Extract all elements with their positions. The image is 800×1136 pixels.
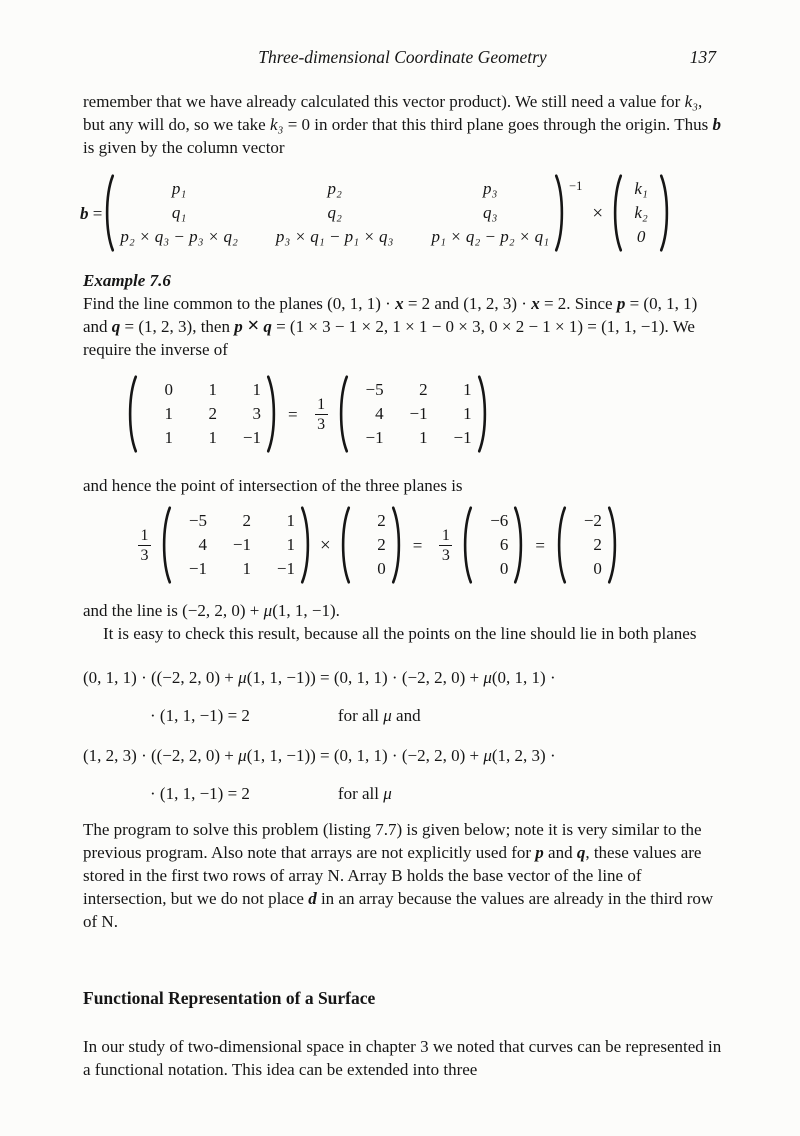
fraction-bar xyxy=(439,545,452,546)
vector-cell: 0 xyxy=(636,227,646,246)
equation-b-column-vector xyxy=(80,174,722,252)
matrix-inverse-exponent: −1 xyxy=(569,179,583,193)
paren-close-icon xyxy=(659,174,672,252)
fraction-bar xyxy=(315,414,328,415)
check-line-1-condition: for all μ and xyxy=(337,706,421,725)
matrix-cell: 1 xyxy=(463,380,472,399)
paren-open-icon xyxy=(554,506,567,584)
vector-grid xyxy=(623,174,659,252)
matrix-cell: −5 xyxy=(365,380,384,399)
matrix-cell: 1 xyxy=(164,428,173,447)
vector-cell: 0 xyxy=(499,559,509,578)
fraction-numerator: 1 xyxy=(317,395,326,413)
matrix-cell: −1 xyxy=(276,559,295,578)
matrix-3x3 xyxy=(336,375,490,453)
vector-cell: k₂ xyxy=(634,203,648,222)
paren-close-icon xyxy=(266,375,279,453)
matrix-cell: p₁ × q₂ − p₂ × q₁ xyxy=(431,227,550,246)
vector-cell: 0 xyxy=(593,559,602,578)
vector-final xyxy=(554,506,620,584)
matrix-cell: −1 xyxy=(232,535,251,554)
equals-sign: = xyxy=(412,535,423,555)
matrix-cell: p₂ × q₃ − p₃ × q₂ xyxy=(120,227,238,246)
fraction-denominator: 3 xyxy=(441,546,450,564)
paragraph-hence: and hence the point of intersection of the three planes is xyxy=(83,476,463,495)
vector-cell: −6 xyxy=(490,511,509,530)
fraction-denominator: 3 xyxy=(140,546,149,564)
paren-close-icon xyxy=(391,506,404,584)
matrix-cell: 1 xyxy=(286,535,295,554)
matrix-cell: 1 xyxy=(208,428,217,447)
matrix-cell: 2 xyxy=(419,380,428,399)
paren-open-icon xyxy=(125,375,138,453)
matrix-cell: q₂ xyxy=(327,203,342,222)
equation-lhs: b = xyxy=(80,203,103,223)
equals-sign: = xyxy=(535,535,545,555)
matrix-3x3 xyxy=(102,174,567,252)
example-paragraph: Find the line common to the planes (0, 1, 1) · x = 2 and (1, 2, 3) · x = 2. Since p = (0, 1, 1) and q = (1, 2, 3), then p × q = (1 × 3 − 1 × 2, 1 × 1 − 0 × 3, 0 × 2 − 1 × 1) = (1, 1, −1). We require the inverse of xyxy=(83,294,698,359)
matrix-cell: 1 xyxy=(242,559,251,578)
paren-close-icon xyxy=(554,174,567,252)
matrix-cell: q₁ xyxy=(171,203,187,222)
matrix-cell: 1 xyxy=(164,404,173,423)
matrix-cell: −1 xyxy=(242,428,261,447)
matrix-grid xyxy=(172,506,300,584)
page-header xyxy=(83,46,722,69)
paragraph-functional: In our study of two-dimensional space in chapter 3 we noted that curves can be represented in a functional notation. This idea can be extended into three xyxy=(83,1037,722,1079)
matrix-cell: 1 xyxy=(286,511,295,530)
vector-cell: k₁ xyxy=(634,179,648,198)
check-equations xyxy=(83,666,722,805)
fraction-bar xyxy=(138,545,151,546)
equation-intersection-point xyxy=(130,506,722,584)
matrix-cell: p₃ xyxy=(483,179,498,198)
vector-grid xyxy=(473,506,513,584)
check-line-2: (1, 2, 3) · ((−2, 2, 0) + μ(1, 1, −1)) = (0, 1, 1) · (−2, 2, 0) + μ(1, 2, 3) · xyxy=(83,746,556,765)
paren-close-icon xyxy=(513,506,526,584)
vector-k xyxy=(610,174,672,252)
vector-cell: 2 xyxy=(593,535,602,554)
paren-close-icon xyxy=(607,506,620,584)
vector-grid xyxy=(567,506,607,584)
check-line-1: (0, 1, 1) · ((−2, 2, 0) + μ(1, 1, −1)) = (0, 1, 1) · (−2, 2, 0) + μ(0, 1, 1) · xyxy=(83,668,556,687)
matrix-3x3 xyxy=(159,506,313,584)
paragraph-intro: remember that we have already calculated this vector product). We still need a value for k₃, but any will do, so we take k₃ = 0 in order that this third plane goes through the origin. Thus b is given by the column vector xyxy=(83,92,721,157)
matrix-cell: −1 xyxy=(453,428,472,447)
matrix-grid xyxy=(138,375,266,453)
matrix-cell: 4 xyxy=(375,404,384,423)
check-line-2-continuation xyxy=(150,782,722,805)
paragraph-easy-check: It is easy to check this result, because all the points on the line should lie in both planes xyxy=(103,624,697,643)
matrix-grid xyxy=(349,375,477,453)
vector-result xyxy=(460,506,526,584)
vector-cell: 2 xyxy=(377,511,386,530)
example-heading: Example 7.6 xyxy=(83,271,171,290)
matrix-cell: 1 xyxy=(208,380,217,399)
paren-open-icon xyxy=(159,506,172,584)
equation-inverse xyxy=(125,375,722,453)
section-heading: Functional Representation of a Surface xyxy=(83,988,376,1008)
paren-open-icon xyxy=(336,375,349,453)
paren-close-icon xyxy=(300,506,313,584)
paragraph-line-result: and the line is (−2, 2, 0) + μ(1, 1, −1). xyxy=(83,601,340,620)
vector-cell: 0 xyxy=(377,559,386,578)
check-line-1-continuation xyxy=(150,704,722,727)
equals-sign: = xyxy=(288,404,298,424)
page-number: 137 xyxy=(689,47,716,67)
matrix-cell: 0 xyxy=(164,380,173,399)
matrix-cell: 1 xyxy=(463,404,472,423)
running-title: Three-dimensional Coordinate Geometry xyxy=(258,47,547,67)
vector-cell: 2 xyxy=(377,535,386,554)
multiply-sign: × xyxy=(592,202,604,224)
check-line-1-dot-product: · (1, 1, −1) = 2 xyxy=(150,706,250,725)
vector-cell: 6 xyxy=(499,535,509,554)
paren-close-icon xyxy=(477,375,490,453)
paren-open-icon xyxy=(610,174,623,252)
matrix-cell: 1 xyxy=(252,380,261,399)
check-line-2-dot-product: · (1, 1, −1) = 2 xyxy=(150,784,250,803)
matrix-cell: −1 xyxy=(188,559,207,578)
matrix-cell: 4 xyxy=(198,535,207,554)
vector-rhs xyxy=(338,506,404,584)
fraction-numerator: 1 xyxy=(140,526,149,544)
multiply-sign: × xyxy=(320,534,331,556)
fraction-one-third xyxy=(439,527,452,564)
fraction-denominator: 3 xyxy=(317,415,326,433)
matrix-3x3 xyxy=(125,375,279,453)
matrix-cell: p₁ xyxy=(171,179,187,198)
matrix-cell: 3 xyxy=(252,404,261,423)
fraction-numerator: 1 xyxy=(441,526,450,544)
matrix-cell: 2 xyxy=(242,511,251,530)
matrix-cell: 2 xyxy=(208,404,217,423)
paren-open-icon xyxy=(338,506,351,584)
vector-grid xyxy=(351,506,391,584)
matrix-grid xyxy=(115,174,554,252)
paren-open-icon xyxy=(102,174,115,252)
paragraph-program: The program to solve this problem (listing 7.7) is given below; note it is very similar to the previous program. Also note that arrays are not explicitly used for p and q, these values are stored in the first two rows of array N. Array B holds the base vector of the line of intersection, but we do not place d in an array because the values are already in the third row of N. xyxy=(83,820,714,931)
matrix-cell: −5 xyxy=(188,511,207,530)
matrix-cell: p₂ xyxy=(327,179,342,198)
vector-cell: −2 xyxy=(583,511,602,530)
matrix-cell: q₃ xyxy=(483,203,498,222)
paren-open-icon xyxy=(460,506,473,584)
fraction-one-third xyxy=(138,527,151,564)
matrix-cell: 1 xyxy=(419,428,428,447)
matrix-cell: −1 xyxy=(365,428,384,447)
fraction-one-third xyxy=(315,396,328,433)
matrix-cell: −1 xyxy=(409,404,428,423)
matrix-cell: p₃ × q₁ − p₁ × q₃ xyxy=(275,227,394,246)
check-line-2-condition: for all μ xyxy=(337,784,392,803)
